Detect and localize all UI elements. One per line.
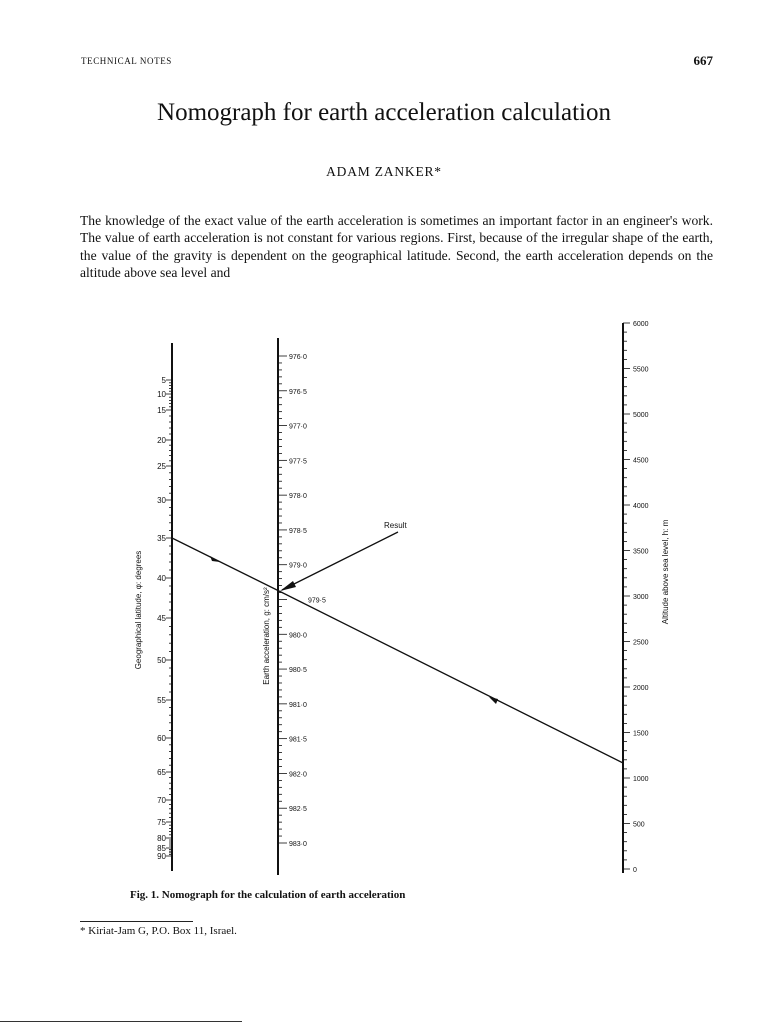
latitude-axis-label: Geographical latitude, φ: degrees	[134, 550, 143, 670]
latitude-tick-label: 30	[157, 496, 166, 505]
altitude-tick-label: 6000	[633, 321, 649, 328]
figure-caption: Fig. 1. Nomograph for the calculation of earth acceleration	[130, 889, 406, 901]
altitude-tick-label: 3500	[633, 548, 649, 556]
altitude-tick-label: 3000	[633, 594, 649, 601]
result-arrow-head	[280, 581, 296, 591]
latitude-tick-label: 80	[157, 834, 166, 843]
example-line-latitude-to-gravity	[172, 538, 279, 591]
altitude-tick-label: 1500	[633, 730, 649, 738]
altitude-tick-label: 2500	[633, 639, 649, 647]
latitude-tick-label: 20	[157, 436, 166, 445]
altitude-tick-label: 4000	[633, 503, 649, 510]
altitude-tick-label: 2000	[633, 685, 649, 692]
latitude-tick-label: 40	[157, 574, 166, 583]
latitude-tick-label: 35	[157, 534, 166, 543]
latitude-tick-label: 75	[157, 818, 166, 827]
altitude-tick-label: 5000	[633, 412, 649, 419]
gravity-tick-label: 982·5	[289, 806, 307, 814]
latitude-tick-label: 10	[157, 390, 166, 399]
gravity-tick-label: 979·0	[289, 562, 307, 570]
result-pointer-line	[282, 532, 398, 590]
altitude-axis-label: Altitude above sea level, h: m	[661, 519, 670, 625]
latitude-tick-label: 65	[157, 768, 166, 777]
gravity-tick-label: 977·0	[289, 423, 307, 431]
gravity-tick-label: 976·5	[289, 388, 307, 396]
latitude-tick-label: 5	[161, 376, 166, 385]
gravity-tick-label: 983·0	[289, 841, 307, 848]
author-name: ADAM ZANKER*	[326, 164, 442, 179]
gravity-tick-label: 978·5	[289, 527, 307, 535]
altitude-tick-label: 1000	[633, 776, 649, 783]
intro-paragraph: The knowledge of the exact value of the earth acceleration is sometimes an important factor in an engineer's work. The value of earth acceleration is not constant for various regions. First, because of the irregular shape of the earth, the value of the gravity is dependent on the geographical latitude. Second, the earth acceleration depends on the altitude above sea level and	[80, 213, 713, 281]
gravity-tick-label: 976·0	[289, 354, 307, 361]
altitude-tick-label: 4500	[633, 457, 649, 465]
page-number: 667	[693, 53, 713, 68]
latitude-tick-label: 50	[157, 656, 166, 665]
latitude-tick-label: 90	[157, 852, 166, 861]
footnote: * Kiriat-Jam G, P.O. Box 11, Israel.	[80, 925, 237, 937]
article-title: Nomograph for earth acceleration calculation	[157, 99, 611, 126]
bottom-rule	[0, 1021, 242, 1022]
gravity-tick-label: 981·5	[289, 736, 307, 744]
running-head: TECHNICAL NOTES	[81, 56, 172, 66]
example-line-gravity-to-altitude	[279, 591, 623, 763]
latitude-tick-label: 85	[157, 844, 166, 853]
latitude-tick-label: 60	[157, 734, 166, 743]
direction-arrow-2	[489, 697, 498, 704]
latitude-tick-label: 70	[157, 796, 166, 805]
latitude-axis-ticks	[157, 376, 172, 861]
gravity-tick-label: 980·0	[289, 632, 307, 640]
altitude-tick-label: 500	[633, 821, 645, 829]
footnote-rule	[80, 921, 193, 922]
gravity-tick-label: 977·5	[289, 458, 307, 466]
gravity-tick-label: 979·5	[308, 597, 326, 605]
altitude-tick-label: 0	[633, 867, 637, 874]
gravity-tick-label: 981·0	[289, 701, 307, 709]
gravity-tick-label: 978·0	[289, 493, 307, 501]
result-label: Result	[384, 521, 407, 530]
latitude-tick-label: 15	[157, 406, 166, 415]
gravity-tick-label: 980·5	[289, 667, 307, 675]
gravity-tick-label: 982·0	[289, 771, 307, 779]
altitude-tick-label: 5500	[633, 366, 649, 374]
latitude-tick-label: 25	[157, 462, 166, 471]
altitude-axis-ticks	[623, 321, 649, 874]
latitude-tick-label: 45	[157, 614, 166, 623]
latitude-tick-label: 55	[157, 696, 166, 705]
gravity-axis-ticks	[278, 354, 326, 848]
gravity-axis-label: Earth acceleration, g: cm/s²	[262, 587, 271, 685]
